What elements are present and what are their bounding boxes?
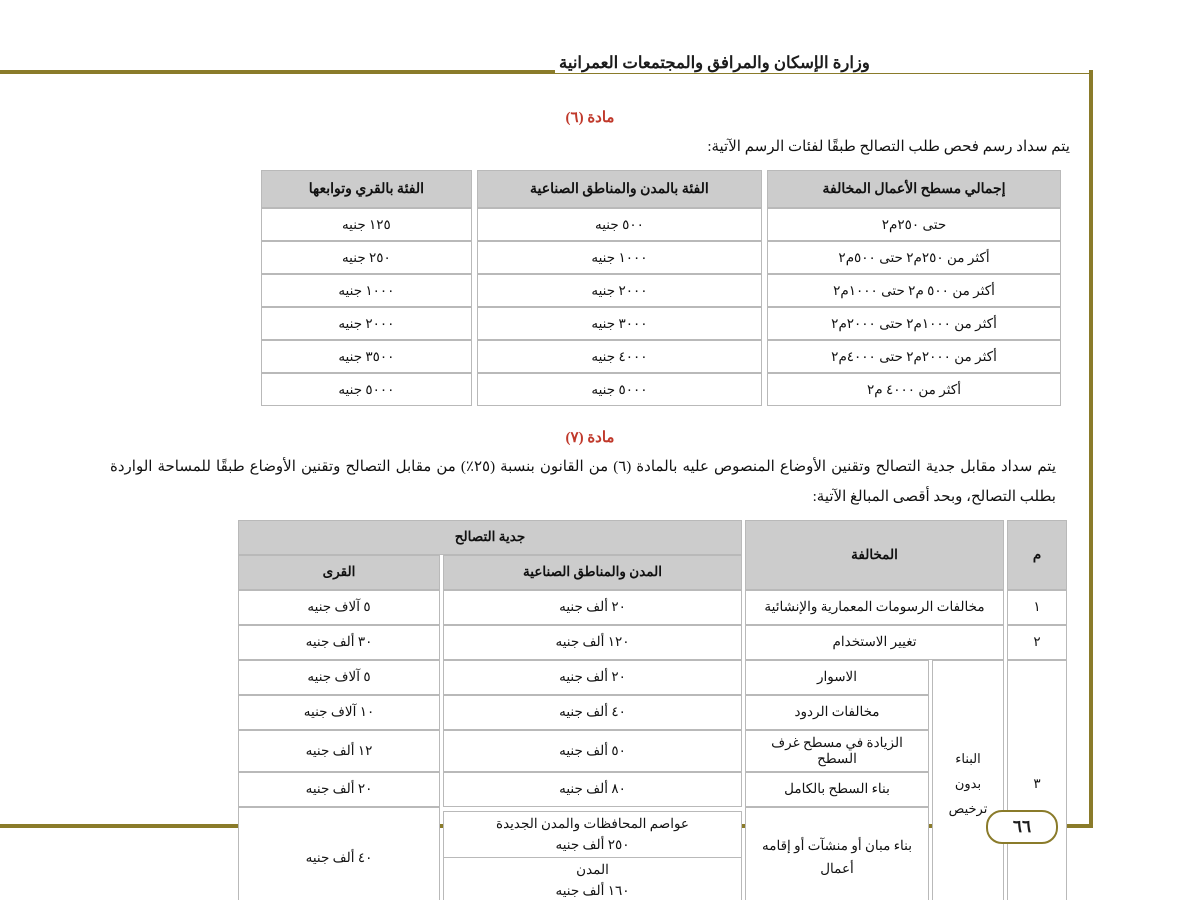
header-seriousness: جدية التصالح (238, 520, 742, 555)
cell-village: ٣٥٠٠ جنيه (261, 340, 472, 373)
cell-village: ٣٠ ألف جنيه (238, 625, 440, 660)
page-number-badge: ٦٦ (986, 810, 1058, 844)
header-villages: القرى (238, 555, 440, 590)
header-city-category: الفئة بالمدن والمناطق الصناعية (477, 170, 762, 208)
violation-line-2: أعمال (820, 860, 854, 876)
fees-table (256, 170, 1066, 406)
cell-city: ٢٠ ألف جنيه (443, 590, 742, 625)
cell-city: ١٢٠ ألف جنيه (443, 625, 742, 660)
table-row (261, 373, 1061, 406)
cell-city: ٣٠٠٠ جنيه (477, 307, 762, 340)
cell-city-split (443, 807, 742, 900)
cell-number: ٢ (1007, 625, 1067, 660)
cell-village: ٢٠٠٠ جنيه (261, 307, 472, 340)
cell-village: ٥ آلاف جنيه (238, 590, 440, 625)
cell-village: ٥ آلاف جنيه (238, 660, 440, 695)
table-row (261, 307, 1061, 340)
cell-city-capitals (443, 811, 742, 857)
article-6-intro-text: يتم سداد رسم فحص طلب التصالح طبقًا لفئات الرسم الآتية: (707, 139, 1070, 155)
cell-area: أكثر من ١٠٠٠م٢ حتى ٢٠٠٠م٢ (767, 307, 1061, 340)
cell-city: ٥٠٠٠ جنيه (477, 373, 762, 406)
header-village-category: الفئة بالقري وتوابعها (261, 170, 472, 208)
cell-area: أكثر من ٢٠٠٠م٢ حتى ٤٠٠٠م٢ (767, 340, 1061, 373)
group-label-line-1: البناء (955, 751, 981, 767)
cell-village: ١٠ آلاف جنيه (238, 695, 440, 730)
cell-village: ١٠٠٠ جنيه (261, 274, 472, 307)
article-6-heading: مادة (٦) (565, 110, 615, 126)
header-number: م (1007, 520, 1067, 590)
cell-village: ١٢ ألف جنيه (238, 730, 440, 772)
cell-area: حتى ٢٥٠م٢ (767, 208, 1061, 241)
table-row (238, 660, 1067, 695)
city-cities-value: ١٦٠ ألف جنيه (555, 882, 630, 898)
header-violation: المخالفة (745, 520, 1004, 590)
article-7-heading: مادة (٧) (565, 430, 615, 447)
penalty-table (235, 520, 1070, 900)
cell-city: ٢٠ ألف جنيه (443, 660, 742, 695)
cell-village: ٥٠٠٠ جنيه (261, 373, 472, 406)
group-label-line-3: ترخيص (948, 800, 988, 816)
table-row (261, 340, 1061, 373)
cell-village: ١٢٥ جنيه (261, 208, 472, 241)
cell-village: ٤٠ ألف جنيه (238, 807, 440, 900)
cell-city-cities (443, 857, 742, 900)
document-content (110, 108, 1070, 900)
table-row (261, 208, 1061, 241)
cell-violation: الاسوار (745, 660, 929, 695)
ministry-header-title: وزارة الإسكان والمرافق والمجتمعات العمرانية (555, 53, 1089, 73)
city-cities-label: المدن (576, 861, 609, 877)
cell-city: ٢٠٠٠ جنيه (477, 274, 762, 307)
cell-violation: مخالفات الردود (745, 695, 929, 730)
table-row (261, 241, 1061, 274)
cell-violation: الزيادة في مسطح غرف السطح (745, 730, 929, 772)
cell-violation: مخالفات الرسومات المعمارية والإنشائية (745, 590, 1004, 625)
header-city-industrial: المدن والمناطق الصناعية (443, 555, 742, 590)
cell-village: ٢٠ ألف جنيه (238, 772, 440, 807)
gold-right-rule (1089, 70, 1093, 828)
cell-violation: تغيير الاستخدام (745, 625, 1004, 660)
group-label-line-2: بدون (954, 775, 982, 791)
table-header-row-top (238, 520, 1067, 555)
cell-city: ٤٠ ألف جنيه (443, 695, 742, 730)
cell-city: ٤٠٠٠ جنيه (477, 340, 762, 373)
cell-group-label (932, 660, 1004, 900)
table-header-row (261, 170, 1061, 208)
cell-area: أكثر من ٥٠٠ م٢ حتى ١٠٠٠م٢ (767, 274, 1061, 307)
cell-number: ١ (1007, 590, 1067, 625)
cell-group-number: ٣ (1007, 660, 1067, 900)
table-row (238, 590, 1067, 625)
cell-violation: بناء السطح بالكامل (745, 772, 929, 807)
header-total-area: إجمالي مسطح الأعمال المخالفة (767, 170, 1061, 208)
cell-city: ١٠٠٠ جنيه (477, 241, 762, 274)
cell-city: ٥٠ ألف جنيه (443, 730, 742, 772)
table-row (261, 274, 1061, 307)
cell-area: أكثر من ٢٥٠م٢ حتى ٥٠٠م٢ (767, 241, 1061, 274)
cell-city: ٥٠٠ جنيه (477, 208, 762, 241)
cell-village: ٢٥٠ جنيه (261, 241, 472, 274)
cell-violation (745, 807, 929, 900)
article-7-intro-text: يتم سداد مقابل جدية التصالح وتقنين الأوضاع المنصوص عليه بالمادة (٦) من القانون بنسبة (٢٥٪) من مقابل التصالح وتقنين الأوضاع طبقًا للمساحة الواردة بطلب التصالح، وبحد أقصى المبالغ الآتية: (110, 459, 1057, 505)
violation-line-1: بناء مبان أو منشآت أو إقامه (762, 837, 912, 853)
city-capitals-label: عواصم المحافظات والمدن الجديدة (496, 815, 689, 831)
cell-area: أكثر من ٤٠٠٠ م٢ (767, 373, 1061, 406)
table-row (238, 625, 1067, 660)
cell-city: ٨٠ ألف جنيه (443, 772, 742, 807)
city-capitals-value: ٢٥٠ ألف جنيه (555, 836, 630, 852)
